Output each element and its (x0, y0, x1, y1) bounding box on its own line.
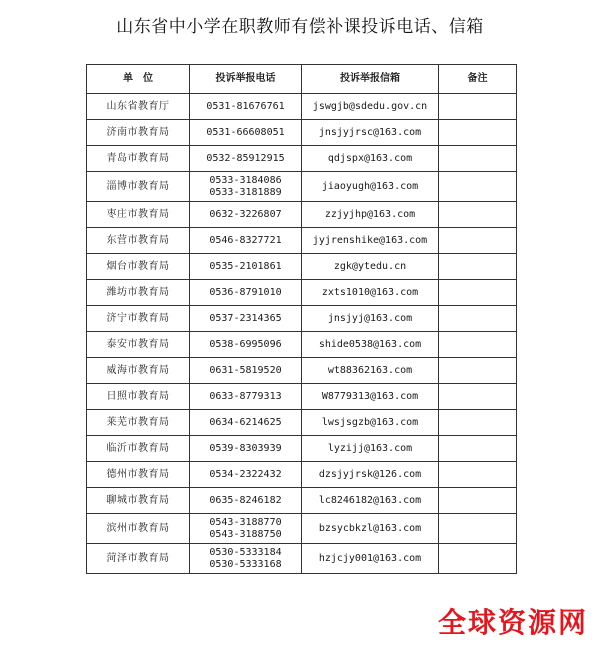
header-phone: 投诉举报电话 (190, 65, 302, 94)
cell-unit: 莱芜市教育局 (87, 410, 190, 436)
phone-number: 0531-81676761 (206, 100, 285, 112)
cell-note (439, 358, 517, 384)
cell-phone (190, 228, 302, 254)
cell-phone (190, 436, 302, 462)
cell-email: hzjcjy001@163.com (302, 544, 439, 574)
cell-unit: 枣庄市教育局 (87, 202, 190, 228)
cell-unit: 聊城市教育局 (87, 488, 190, 514)
cell-note (439, 332, 517, 358)
cell-email: lwsjsgzb@163.com (302, 410, 439, 436)
table-row (87, 410, 517, 436)
cell-unit: 菏泽市教育局 (87, 544, 190, 574)
cell-note (439, 120, 517, 146)
cell-phone (190, 172, 302, 202)
cell-email: dzsjyjrsk@126.com (302, 462, 439, 488)
phone-number: 0634-6214625 (209, 416, 282, 428)
table-row (87, 306, 517, 332)
page-title: 山东省中小学在职教师有偿补课投诉电话、信箱 (116, 17, 484, 37)
table-row (87, 280, 517, 306)
table-row (87, 202, 517, 228)
cell-note (439, 254, 517, 280)
table-row (87, 544, 517, 574)
table-row (87, 514, 517, 544)
cell-unit: 烟台市教育局 (87, 254, 190, 280)
cell-email: jiaoyugh@163.com (302, 172, 439, 202)
table-header-row (87, 65, 517, 94)
phone-number: 0531-66608051 (206, 126, 285, 138)
phone-number: 0534-2322432 (209, 468, 282, 480)
cell-unit: 泰安市教育局 (87, 332, 190, 358)
cell-email: shide0538@163.com (302, 332, 439, 358)
cell-unit: 淄博市教育局 (87, 172, 190, 202)
cell-note (439, 306, 517, 332)
cell-note (439, 462, 517, 488)
cell-phone (190, 358, 302, 384)
phone-number: 0537-2314365 (209, 312, 282, 324)
cell-phone (190, 280, 302, 306)
cell-phone (190, 94, 302, 120)
cell-phone (190, 410, 302, 436)
cell-note (439, 436, 517, 462)
cell-phone (190, 332, 302, 358)
cell-phone (190, 254, 302, 280)
cell-email: jyjrenshike@163.com (302, 228, 439, 254)
cell-note (439, 172, 517, 202)
cell-unit: 滨州市教育局 (87, 514, 190, 544)
phone-number: 0633-8779313 (209, 390, 282, 402)
phone-number: 0530-5333184 (209, 546, 282, 558)
cell-unit: 德州市教育局 (87, 462, 190, 488)
cell-unit: 济南市教育局 (87, 120, 190, 146)
cell-phone (190, 120, 302, 146)
phone-number: 0543-3188750 (209, 528, 282, 540)
table-row (87, 172, 517, 202)
phone-number: 0533-3181889 (209, 186, 282, 198)
table-row (87, 332, 517, 358)
table-row (87, 462, 517, 488)
phone-number: 0539-8303939 (209, 442, 282, 454)
cell-note (439, 384, 517, 410)
cell-unit: 济宁市教育局 (87, 306, 190, 332)
cell-phone (190, 146, 302, 172)
table-row (87, 358, 517, 384)
phone-number: 0543-3188770 (209, 516, 282, 528)
cell-phone (190, 488, 302, 514)
cell-note (439, 544, 517, 574)
cell-phone (190, 544, 302, 574)
cell-unit: 日照市教育局 (87, 384, 190, 410)
cell-email: qdjspx@163.com (302, 146, 439, 172)
header-note: 备注 (439, 65, 517, 94)
cell-note (439, 280, 517, 306)
cell-email: zxts1010@163.com (302, 280, 439, 306)
cell-unit: 潍坊市教育局 (87, 280, 190, 306)
cell-email: zzjyjhp@163.com (302, 202, 439, 228)
cell-note (439, 202, 517, 228)
table-row (87, 384, 517, 410)
cell-phone (190, 306, 302, 332)
cell-phone (190, 514, 302, 544)
cell-unit: 临沂市教育局 (87, 436, 190, 462)
table-row (87, 94, 517, 120)
header-email: 投诉举报信箱 (302, 65, 439, 94)
phone-number: 0546-8327721 (209, 234, 282, 246)
table-row (87, 146, 517, 172)
cell-note (439, 488, 517, 514)
cell-note (439, 514, 517, 544)
cell-note (439, 410, 517, 436)
cell-unit: 威海市教育局 (87, 358, 190, 384)
phone-number: 0533-3184086 (209, 174, 282, 186)
cell-phone (190, 202, 302, 228)
cell-email: bzsycbkzl@163.com (302, 514, 439, 544)
phone-number: 0530-5333168 (209, 558, 282, 570)
phone-number: 0631-5819520 (209, 364, 282, 376)
cell-unit: 东营市教育局 (87, 228, 190, 254)
cell-unit: 青岛市教育局 (87, 146, 190, 172)
phone-number: 0538-6995096 (209, 338, 282, 350)
cell-unit: 山东省教育厅 (87, 94, 190, 120)
cell-email: jnsjyj@163.com (302, 306, 439, 332)
cell-phone (190, 384, 302, 410)
cell-email: zgk@ytedu.cn (302, 254, 439, 280)
phone-number: 0635-8246182 (209, 494, 282, 506)
cell-note (439, 146, 517, 172)
cell-note (439, 94, 517, 120)
table-row (87, 228, 517, 254)
header-unit: 单 位 (87, 65, 190, 94)
complaint-table (86, 64, 517, 574)
cell-email: W8779313@163.com (302, 384, 439, 410)
cell-phone (190, 462, 302, 488)
cell-email: lc8246182@163.com (302, 488, 439, 514)
table-row (87, 254, 517, 280)
watermark-logo: 全球资源网 (437, 606, 588, 639)
cell-email: jswgjb@sdedu.gov.cn (302, 94, 439, 120)
table-row (87, 120, 517, 146)
cell-note (439, 228, 517, 254)
phone-number: 0632-3226807 (209, 208, 282, 220)
phone-number: 0532-85912915 (206, 152, 285, 164)
cell-email: wt88362163.com (302, 358, 439, 384)
phone-number: 0535-2101861 (209, 260, 282, 272)
cell-email: lyzijj@163.com (302, 436, 439, 462)
table-row (87, 436, 517, 462)
table-row (87, 488, 517, 514)
phone-number: 0536-8791010 (209, 286, 282, 298)
cell-email: jnsjyjrsc@163.com (302, 120, 439, 146)
